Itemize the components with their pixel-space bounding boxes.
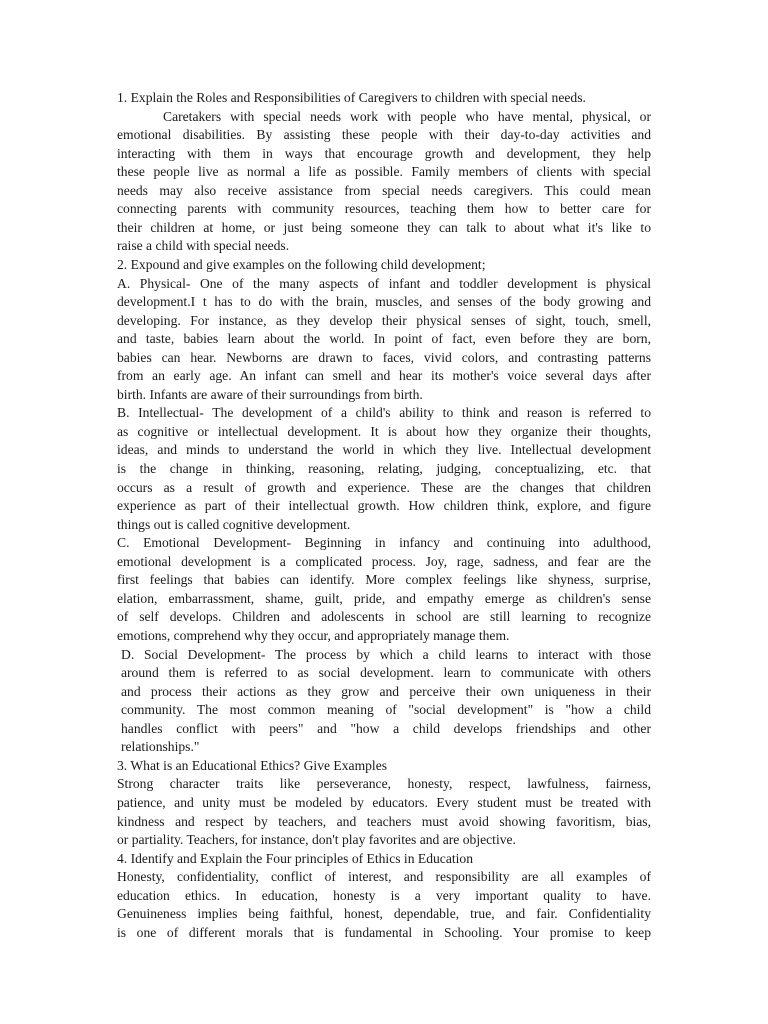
text-line: and taste, babies learn about the world. In point of fact, even before they are born,	[117, 331, 651, 347]
text-line: babies can hear. Newborns are drawn to faces, vivid colors, and contrasting patterns	[117, 349, 651, 365]
text-line: connecting parents with community resources, teaching them how to better care for	[117, 201, 651, 217]
text-line: is the change in thinking, reasoning, relating, judging, conceptualizing, etc. that	[117, 461, 651, 476]
text-line: birth. Infants are aware of their surroundings from birth.	[117, 386, 423, 402]
text-line: D. Social Development- The process by which a child learns to interact with those	[121, 646, 651, 662]
text-line: of self develops. Children and adolescents in school are still learning to recognize	[117, 609, 651, 625]
text-line: interacting with them in ways that encourage growth and development, they help	[117, 145, 651, 161]
text-line: patience, and unity must be modeled by educators. Every student must be treated with	[117, 794, 651, 810]
text-line: development.I t has to do with the brain, muscles, and senses of the body growing and	[117, 294, 651, 310]
text-line: handles conflict with peers" and "how a child develops friendships and other	[121, 720, 651, 736]
text-line: developing. For instance, as they develop their physical senses of sight, touch, smell,	[117, 312, 651, 328]
text-line: education ethics. In education, honesty is a very important quality to have.	[117, 887, 651, 903]
text-line: from an early age. An infant can smell and hear its mother's voice several days after	[117, 368, 651, 384]
text-line: community. The most common meaning of "social development" is "how a child	[121, 702, 651, 718]
text-line: emotional development is a complicated process. Joy, rage, sadness, and fear are the	[117, 553, 651, 569]
text-line: Genuineness implies being faithful, honest, dependable, true, and fair. Confidentiality	[117, 906, 651, 922]
text-line: 4. Identify and Explain the Four principles of Ethics in Education	[117, 850, 473, 866]
text-line: occurs as a result of growth and experience. These are the changes that children	[117, 479, 651, 495]
text-line: kindness and respect by teachers, and teachers must avoid showing favoritism, bias,	[117, 813, 651, 829]
text-line: elation, embarrassment, shame, guilt, pride, and empathy emerge as children's sense	[117, 590, 651, 606]
text-line: C. Emotional Development- Beginning in infancy and continuing into adulthood,	[117, 535, 651, 551]
text-line: A. Physical- One of the many aspects of infant and toddler development is physical	[117, 275, 651, 291]
text-line: things out is called cognitive development.	[117, 516, 351, 532]
text-line: Strong character traits like perseverance, honesty, respect, lawfulness, fairness,	[117, 776, 651, 792]
text-line: around them is referred to as social development. learn to communicate with others	[121, 665, 651, 681]
text-line: their children at home, or just being someone they can talk to about what it's like to	[117, 219, 651, 235]
text-line: or partiality. Teachers, for instance, don't play favorites and are objective.	[117, 832, 516, 847]
text-line: emotions, comprehend why they occur, and appropriately manage them.	[117, 628, 510, 643]
text-line: these people live as normal a life as possible. Family members of clients with special	[117, 164, 651, 180]
text-line: experience as part of their intellectual growth. How children think, explore, and figure	[117, 498, 651, 514]
text-line: relationships."	[121, 739, 200, 755]
text-line: raise a child with special needs.	[117, 238, 290, 254]
text-line: 2. Expound and give examples on the following child development;	[117, 257, 486, 272]
text-line: 1. Explain the Roles and Responsibilities of Caregivers to children with special needs.	[117, 90, 586, 105]
text-line: first feelings that babies can identify. More complex feelings like shyness, surprise,	[117, 572, 651, 588]
text-line: is one of different morals that is fundamental in Schooling. Your promise to keep	[117, 924, 651, 940]
text-line: 3. What is an Educational Ethics? Give Examples	[117, 757, 388, 773]
text-line: as cognitive or intellectual development. It is about how they organize their thoughts,	[117, 423, 651, 439]
text-line: ideas, and minds to understand the world in which they live. Intellectual development	[117, 442, 651, 458]
text-line: Caretakers with special needs work with people who have mental, physical, or	[163, 108, 651, 124]
text-line: Honesty, confidentiality, conflict of interest, and responsibility are all examples of	[117, 869, 651, 885]
text-line: emotional disabilities. By assisting these people with their day-to-day activities and	[117, 127, 651, 143]
text-line: and process their actions as they grow and perceive their own uniqueness in their	[121, 683, 651, 699]
text-line: B. Intellectual- The development of a child's ability to think and reason is referred to	[117, 405, 651, 421]
text-line: needs may also receive assistance from special needs caregivers. This could mean	[117, 182, 651, 198]
